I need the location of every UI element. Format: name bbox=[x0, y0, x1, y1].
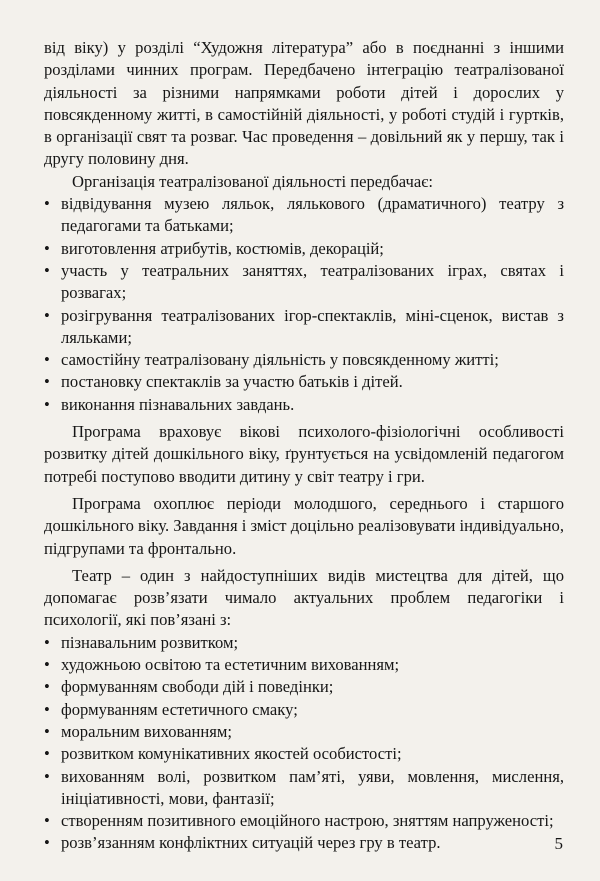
bullet-icon: • bbox=[44, 699, 50, 719]
list-item bbox=[44, 832, 564, 854]
list-item bbox=[44, 766, 564, 811]
bullet-icon: • bbox=[44, 721, 50, 741]
list-item-text: художньою освітою та естетичним вихованням; bbox=[61, 655, 400, 675]
bullet-list-activities bbox=[44, 193, 564, 416]
list-item-text: моральним вихованням; bbox=[61, 721, 233, 741]
list-item bbox=[44, 676, 564, 698]
list-item bbox=[44, 743, 564, 765]
list-item-text: формуванням естетичного смаку; bbox=[61, 699, 298, 719]
paragraph: Організація театралізованої діяльності передбачає: bbox=[72, 171, 433, 191]
list-item-text: самостійну театралізовану діяльність у повсякденному житті; bbox=[61, 350, 499, 370]
list-item bbox=[44, 699, 564, 721]
bullet-icon: • bbox=[44, 677, 50, 697]
list-item-text: участь у театральних заняттях, театралізованих іграх, святах і розвагах; bbox=[61, 260, 564, 303]
list-item-text: розігрування театралізованих ігор-спектаклів, міні-сценок, вистав з ляльками; bbox=[61, 305, 564, 347]
list-item bbox=[44, 260, 564, 305]
page-body bbox=[44, 37, 564, 855]
list-item bbox=[44, 349, 564, 371]
list-item bbox=[44, 632, 564, 654]
bullet-icon: • bbox=[44, 394, 50, 414]
list-item bbox=[44, 654, 564, 676]
list-item-text: постановку спектаклів за участю батьків і дітей. bbox=[61, 372, 403, 392]
paragraph: Програма враховує вікові психолого-фізіологічні особливості розвитку дітей дошкільного віку, ґрунтується на усвідомленій педагогом потребі поступово вводити дитину у світ театру і гри. bbox=[44, 422, 564, 486]
list-item-text: створенням позитивного емоційного настрою, зняттям напруженості; bbox=[61, 811, 554, 831]
list-item-text: відвідування музею ляльок, лялькового (драматичного) театру з педагогами та батьками; bbox=[61, 194, 564, 236]
bullet-icon: • bbox=[44, 238, 50, 258]
bullet-icon: • bbox=[44, 194, 50, 214]
list-item bbox=[44, 305, 564, 350]
page-number: 5 bbox=[554, 834, 563, 853]
bullet-icon: • bbox=[44, 744, 50, 764]
list-item-text: розв’язанням конфліктних ситуацій через гру в театр. bbox=[61, 833, 441, 853]
bullet-icon: • bbox=[44, 811, 50, 831]
bullet-icon: • bbox=[44, 305, 50, 325]
paragraph: від віку) у розділі “Художня література” або в поєднанні з іншими розділами чинних програм. Передбачено інтеграцію театралізованої діяльності за різними напрямками роботи дітей і дорослих у повсякденному житті, в самостійній діяльності, у роботі студій і гуртків, в організації свят та розваг. Час проведення – довільний як у першу, так і другу половину дня. bbox=[44, 38, 564, 169]
list-item-text: розвитком комунікативних якостей особистості; bbox=[61, 744, 402, 764]
paragraph: Програма охоплює періоди молодшого, середнього і старшого дошкільного віку. Завдання і зміст доцільно реалізовувати індивідуально, підгрупами та фронтально. bbox=[44, 493, 564, 558]
list-item bbox=[44, 721, 564, 743]
bullet-icon: • bbox=[44, 632, 50, 652]
bullet-icon: • bbox=[44, 655, 50, 675]
list-item-text: пізнавальним розвитком; bbox=[61, 632, 239, 652]
list-item bbox=[44, 394, 564, 416]
bullet-icon: • bbox=[44, 833, 50, 853]
bullet-icon: • bbox=[44, 766, 50, 786]
paragraph: Театр – один з найдоступніших видів мистецтва для дітей, що допомагає розв’язати чимало актуальних проблем педагогіки і психології, які пов’язані з: bbox=[44, 565, 564, 630]
list-item bbox=[44, 371, 564, 393]
list-item-text: виконання пізнавальних завдань. bbox=[61, 394, 295, 414]
list-item bbox=[44, 810, 564, 832]
list-item bbox=[44, 193, 564, 238]
bullet-icon: • bbox=[44, 372, 50, 392]
bullet-list-problems bbox=[44, 632, 564, 855]
list-item-text: виготовлення атрибутів, костюмів, декорацій; bbox=[61, 238, 384, 258]
list-item bbox=[44, 238, 564, 260]
list-item-text: формуванням свободи дій і поведінки; bbox=[61, 677, 334, 697]
bullet-icon: • bbox=[44, 260, 50, 280]
list-item-text: вихованням волі, розвитком пам’яті, уяви, мовлення, мислення, ініціативності, мови, фантазії; bbox=[61, 766, 564, 808]
bullet-icon: • bbox=[44, 350, 50, 370]
